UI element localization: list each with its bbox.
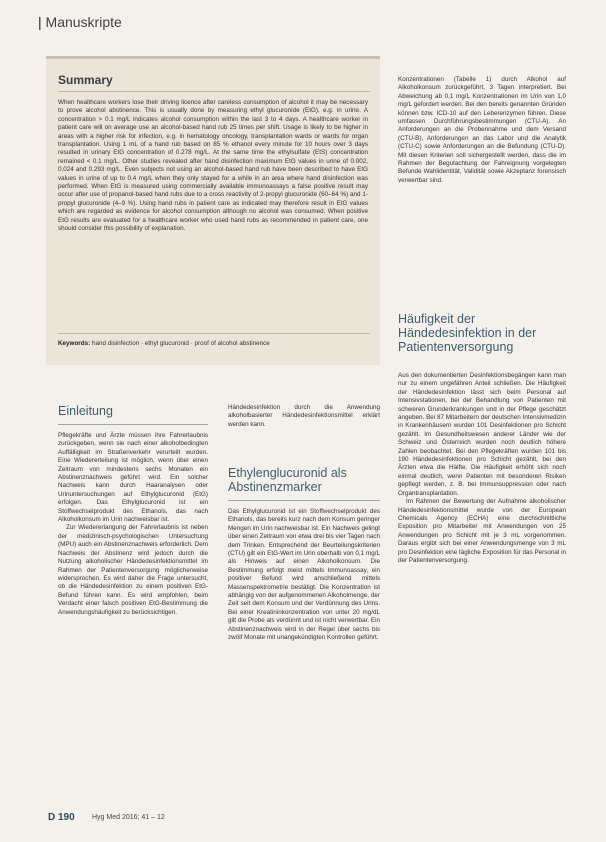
heading-ethylglucuronid: Ethylenglucuronid als Abstinenzmarker: [228, 466, 347, 494]
right-paragraph-2: Im Rahmen der Bewertung der Aufnahme alkoholischer Händedesinfektionsmittel wurde von der European Chemicals Agency (ECHA) eine durchschnittliche Exposition pro Mitarbeiter mit Anwendungen von 25 Anwendungen pro Schicht mit je 3 mL vorgenommen. Daraus ergibt sich bei einer Anwendungsmenge von 3 mL pro Desinfektion eine tägliche Exposition für das Personal in der Patientenversorgung.: [398, 498, 566, 564]
keywords-text: hand disinfection · ethyl glucuronid · proof of alcohol abstinence: [91, 340, 270, 347]
section-header: [38, 14, 122, 30]
right-column-body: [398, 372, 566, 565]
journal-citation: Hyg Med 2016; 41 – 12: [92, 814, 165, 821]
header-bar: |: [38, 14, 42, 30]
middle-paragraph-1: Das Ethylglucuronid ist ein Stoffwechselprodukt des Ethanols, das bereits kurz nach dem Konsum geringer Mengen im Urin nachweisbar ist. Ein Nachweis gelingt über einen Zeitraum von etwa drei bis vier Tagen nach dem Trinken. Entsprechend der Beurteilungskriterien (CTU) gilt ein EtG-Wert im Urin oberhalb von 0,1 mg/L als Hinweis auf einen Alkoholkonsum. Die Bestimmung erfolgt meist mittels Immunoassay, ein positiver Befund wird anschließend mittels Massenspektrometrie bestätigt. Die Konzentration ist abhängig von der aufgenommenen Alkoholmenge, der Zeit seit dem Konsum und der Verdünnung des Urins. Bei einer Kreatininkonzentration von unter 20 mg/dL gilt die Probe als verdünnt und ist nicht verwertbar. Ein Abstinenznachweis wird in der Regel über sechs bis zwölf Monate mit unangekündigten Kontrollen geführt.: [228, 508, 380, 642]
page-footer: [0, 802, 606, 842]
heading-einleitung: Einleitung: [58, 404, 113, 418]
middle-column-body: [228, 508, 380, 643]
section-title: Manuskripte: [45, 14, 122, 30]
summary-title: Summary: [58, 73, 113, 87]
middle-top-paragraph: Händedesinfektion durch die Anwendung alkoholbasierter Händedesinfektionsmittel erklärt werden kann.: [228, 404, 380, 428]
left-column-body: [58, 432, 208, 617]
right-column-top: [398, 76, 566, 185]
middle-column-top: [228, 404, 380, 429]
left-paragraph-1: Pflegekräfte und Ärzte müssen ihre Fahrerlaubnis zurückgeben, wenn sie nach einer alkoholbedingten Auffälligkeit im Straßenverkehr verurteilt wurden. Eine Wiedererteilung ist möglich, wenn über einen Zeitraum von mindestens sechs Monaten ein Abstinenznachweis geführt wird. Ein solcher Nachweis kann durch Haaranalysen oder Urinuntersuchungen auf Ethylglucuronid (EtG) erfolgen. Das Ethylglucuronid ist ein Stoffwechselprodukt des Ethanols, das nach Alkoholkonsum im Urin nachweisbar ist.: [58, 432, 208, 524]
page-number: D 190: [48, 812, 75, 823]
right-top-paragraph: Konzentrationen (Tabelle 1) durch Alkohol auf Alkoholkonsum zurückgeführt, 3 Tagen interpretiert. Bei Abweichung ab 0,1 mg/L Konzentrationen im Urin von 1,0 mg/L gefordert werden. Bei den bereits genannten Gründen können bzw. ICD-10 auf den Leberenzymen führen. Diese umfassen Durchführungsbestimmungen (CTU-A). An Anforderungen an die Probennahme und dem Versand (CTU-B), Anforderungen an das Labor und die Analytik (CTU-C) sowie Anforderungen an die Befundung (CTU-D). Mit diesen Kriterien soll sichergestellt werden, dass die im Rahmen der Begutachtung der Fahreignung vorgelegten Befunde Wahlidentität, Validität sowie Akzeptanz forensisch verwertbar sind.: [398, 76, 566, 184]
summary-divider: [58, 91, 370, 92]
heading-ethylglucuronid-rule: [228, 500, 380, 501]
heading-haeufigkeit: Häufigkeit der Händedesinfektion in der Patientenversorgung: [398, 312, 537, 354]
summary-text: When healthcare workers lose their driving licence after careless consumption of alcohol it may be necessary to prove alcohol abstinence. This is usually done by measuring ethyl glucuronide (EtG), e.g. in urine. A concentration > 0.1 mg/L indicates alcohol consumption within the last 3 to 4 days. A healthcare worker in patient care will on average use an alcohol-based hand rub 25 times per shift. Usage is likely to be higher in areas with a higher risk for infection, e.g. in hematology oncology, transplantation wards or wards for organ transplantation. Using 1 mL of a hand rub based on 85 % ethanol every minute for 10 hours over 3 days resulted in urinary EtG concentration of 0.278 mg/L. At the same time the ethylsulfate (EtS) concentration remained < 0.1 mg/L. Other studies revealed after hand disinfection maximum EtG values in urine of 0.002, 0.024 and 0.293 mg/L. Even subjects not using an alcohol-based hand rub have been described to have EtG values in urine of up to 0.4 mg/L when they only stayed for a while in an area where hand disinfection was performed. When EtG is measured using commercially available immunoassays a false positive result may occur after use of propanol-based hand rubs due to a cross reactivity of 2-propyl glucuronide (60–64 %) and 1-propyl glucuronide (4–9 %). Using hand rubs in patient care as indicated may therefore result in EtG values which are regarded as evidence for alcohol consumption although no alcohol was consumed. When positive EtG results are evaluated for a healthcare worker who used hand rubs as recommended in patient care, one should consider this possibility of explanation.: [58, 99, 368, 233]
left-paragraph-2: Zur Wiedererlangung der Fahrerlaubnis ist neben der medizinisch-psychologischen Untersuchung (MPU) auch ein Abstinenznachweis erforderlich. Dem Nachweis der Abstinenz wird jedoch durch die Nutzung alkoholischer Händedesinfektionsmittel im Rahmen der Patientenversorgung möglicherweise widersprochen. Es wird daher die Frage untersucht, ob die Händedesinfektion zu einem positiven EtG-Befund führen kann. Es wird empfohlen, beim Verdacht einer falsch positiven EtG-Bestimmung die Anwendungshäufigkeit zu berücksichtigen.: [58, 524, 208, 616]
summary-divider-bottom: [58, 333, 370, 334]
summary-box: [46, 56, 380, 365]
keywords: [58, 340, 370, 347]
keywords-label: Keywords:: [58, 340, 91, 347]
heading-einleitung-rule: [58, 424, 208, 425]
right-paragraph-1: Aus den dokumentierten Desinfektionsbegängen kann man nur zu einem ungefähren Anteil schließen. Die Häufigkeit der Händedesinfektion lässt sich beim Personal auf Intensivstationen, bei der Behandlung von Patienten mit schweren Grunderkrankungen und in der Pflege geschätzt angeben. Bei 87 Mitarbeitern der deutschen Intensivmedizin in Krankenhäusern wurden 101 Desinfektionen pro Schicht gezählt. Im Gesundheitswesen anderer Länder wie der Schweiz und Österreich wurden noch deutlich höhere Zahlen beobachtet. Bei den Pflegekräften wurden 101 bis 190 Händedesinfektionen pro Schicht gezählt, bei den Ärzten etwa die Hälfte. Die Häufigkeit erhöht sich noch einmal deutlich, wenn Patienten mit besonderen Risiken gepflegt werden, z. B. bei Immunsuppression oder nach Organtransplantation.: [398, 372, 566, 497]
